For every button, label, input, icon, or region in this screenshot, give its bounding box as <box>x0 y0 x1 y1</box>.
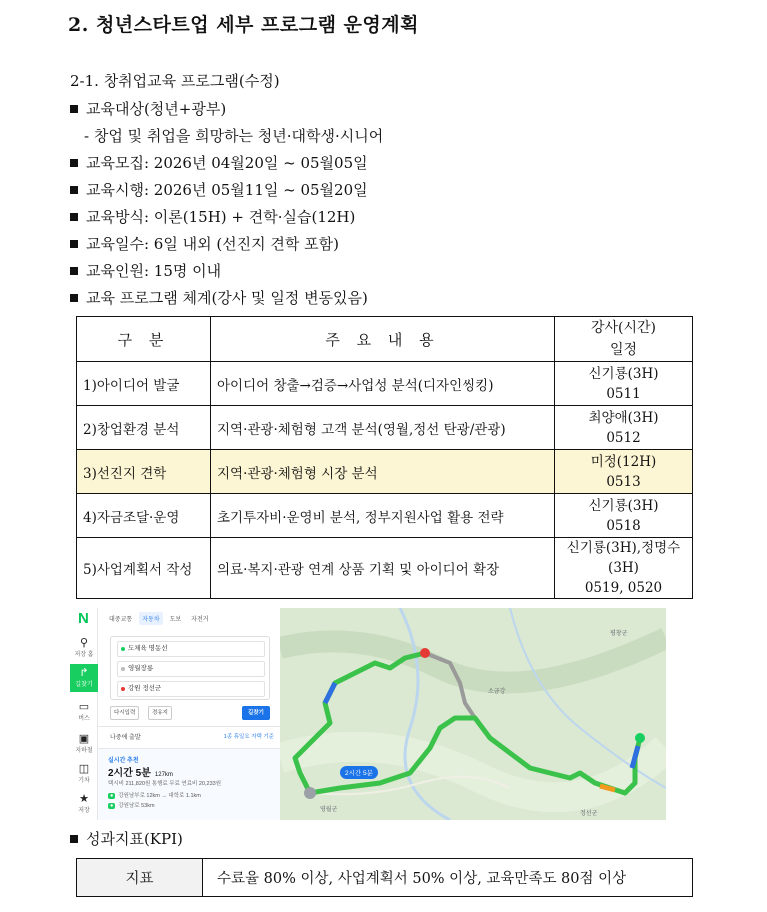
result-road-1: ● 강원남부로 12km → 대학로 1.1km <box>110 793 201 799</box>
reset-button[interactable]: 다시입력 <box>110 706 139 720</box>
info-item: 교육인원: 15명 이내 <box>70 260 221 281</box>
row-content: 초기투자비·운영비 분석, 정부지원사업 활용 전략 <box>211 494 555 538</box>
square-bullet-icon <box>70 267 78 275</box>
map-label: 소금강 <box>488 689 506 695</box>
square-bullet-icon <box>70 159 78 167</box>
page-title: 2. 청년스타트업 세부 프로그램 운영계획 <box>68 14 419 36</box>
info-item: 교육시행: 2026년 05월11일 ~ 05월20일 <box>70 179 368 200</box>
row-instructor: 최양애(3H) <box>588 409 659 426</box>
row-instructor-date <box>555 494 693 538</box>
result-duration: 2시간 5분 127km <box>108 768 173 779</box>
result-distance: 127km <box>154 772 173 778</box>
result-road-2: ● 강원남로 53km <box>110 803 155 809</box>
table-header-row <box>77 317 693 362</box>
depart-later[interactable]: 나중에 출발 <box>110 735 141 741</box>
square-bullet-icon <box>70 835 78 843</box>
side-rail <box>70 608 98 820</box>
waypoint-marker <box>420 648 430 658</box>
rail-item-subway[interactable]: ▣ 지하철 <box>70 732 98 758</box>
info-item: 교육대상(청년+광부) <box>70 98 226 119</box>
row-date: 0518 <box>606 517 641 534</box>
tab-car[interactable]: 자동차 <box>139 612 162 625</box>
row-instructor: 신기룡(3H) <box>588 497 659 514</box>
route-icon: ↱ <box>79 667 89 679</box>
origin-field[interactable]: 도체육 명동선 <box>117 641 265 657</box>
result-tag: 실시간 추천 <box>108 758 139 764</box>
rail-item-bus[interactable]: ▭ 버스 <box>70 700 98 726</box>
naver-logo: N <box>78 610 89 627</box>
row-instructor: 미정(12H) <box>590 453 657 470</box>
row-category: 5)사업계획서 작성 <box>77 538 211 599</box>
rail-item-directions[interactable]: ↱ 길찾기 <box>70 664 98 692</box>
info-item: 교육 프로그램 체계(강사 및 일정 변동있음) <box>70 287 368 308</box>
route-map[interactable] <box>280 608 666 820</box>
square-bullet-icon <box>70 105 78 113</box>
kpi-value: 수료율 80% 이상, 사업계획서 50% 이상, 교육만족도 80점 이상 <box>203 859 693 897</box>
add-waypoint-button[interactable]: 경유지 <box>148 706 172 720</box>
row-content: 지역·관광·체험형 시장 분석 <box>211 450 555 494</box>
row-category: 4)자금조달·운영 <box>77 494 211 538</box>
result-fare: 택시비 211,820원 통행료 무료 연료비 20,233원 <box>108 781 222 787</box>
route-buttons <box>110 706 270 720</box>
train-icon: ◫ <box>78 763 90 775</box>
header-instructor-date <box>555 317 693 362</box>
table-row <box>77 450 693 494</box>
row-date: 0519, 0520 <box>584 580 663 596</box>
star-icon: ★ <box>79 793 89 805</box>
row-category: 2)창업환경 분석 <box>77 406 211 450</box>
kpi-table <box>76 858 693 897</box>
row-content: 지역·관광·체험형 고객 분석(영월,정선 탄광/관광) <box>211 406 555 450</box>
row-category: 3)선진지 견학 <box>77 450 211 494</box>
row-instructor-date <box>555 362 693 406</box>
row-content: 아이디어 창출→검증→사업성 분석(디자인씽킹) <box>211 362 555 406</box>
header-category: 구 분 <box>77 317 211 362</box>
route-result[interactable] <box>98 748 280 820</box>
row-date: 0511 <box>606 385 641 402</box>
map-label: 평창군 <box>610 631 628 637</box>
table-row <box>77 538 693 599</box>
row-instructor-date <box>555 450 693 494</box>
row-instructor: 신기룡(3H) <box>588 365 659 382</box>
destination-field[interactable]: 강원 정선군 <box>117 681 265 697</box>
info-item: 교육일수: 6일 내외 (선진지 견학 포함) <box>70 233 339 254</box>
depart-option[interactable]: 1종 휴일요 자택 기준 <box>223 734 274 740</box>
map-graphic <box>280 608 666 820</box>
map-label: 정선군 <box>580 811 598 817</box>
section-subtitle: 2-1. 창취업교육 프로그램(수정) <box>70 72 280 90</box>
rail-item-saved[interactable]: ★ 저장 <box>70 792 98 818</box>
rail-item-home[interactable]: ⚲ 저장 홈 <box>70 636 98 662</box>
info-item: 교육방식: 이론(15H) + 견학·실습(12H) <box>70 206 355 227</box>
header-date: 일정 <box>609 342 638 358</box>
header-content: 주 요 내 용 <box>211 317 555 362</box>
navigation-screenshot <box>70 608 280 820</box>
row-instructor-date <box>555 406 693 450</box>
kpi-label: 지표 <box>77 859 203 897</box>
rail-item-train[interactable]: ◫ 기차 <box>70 762 98 788</box>
kpi-heading: 성과지표(KPI) <box>70 828 183 849</box>
row-date: 0513 <box>606 473 641 490</box>
square-bullet-icon <box>70 213 78 221</box>
table-row <box>77 406 693 450</box>
find-route-button[interactable]: 길찾기 <box>242 706 270 720</box>
origin-marker <box>304 787 316 799</box>
row-instructor-date <box>555 538 693 599</box>
table-row <box>77 362 693 406</box>
tab-walk[interactable]: 도보 <box>169 616 182 623</box>
table-row <box>77 494 693 538</box>
row-instructor: 신기룡(3H),정명수(3H) <box>566 540 681 576</box>
tab-transit[interactable]: 대중교통 <box>109 616 133 623</box>
row-category: 1)아이디어 발굴 <box>77 362 211 406</box>
map-duration-badge: 2시간 5분 <box>340 766 378 779</box>
tab-bike[interactable]: 자전거 <box>191 616 209 623</box>
subway-icon: ▣ <box>78 733 90 745</box>
kpi-row <box>77 859 693 897</box>
square-bullet-icon <box>70 186 78 194</box>
map-label: 영월군 <box>320 807 338 813</box>
route-input-box <box>110 636 270 700</box>
info-item: - 창업 및 취업을 희망하는 청년·대학생·시니어 <box>84 127 384 145</box>
transport-tabs <box>106 610 274 626</box>
square-bullet-icon <box>70 294 78 302</box>
pin-icon: ⚲ <box>79 637 89 649</box>
row-date: 0512 <box>606 429 641 446</box>
bus-icon: ▭ <box>78 701 90 713</box>
waypoint-field[interactable]: 영월장롱 <box>117 661 265 677</box>
program-table <box>76 316 693 599</box>
info-item: 교육모집: 2026년 04월20일 ~ 05월05일 <box>70 152 368 173</box>
header-instructor: 강사(시간) <box>590 320 657 336</box>
row-content: 의료·복지·관광 연계 상품 기획 및 아이디어 확장 <box>211 538 555 599</box>
destination-marker <box>635 733 645 743</box>
square-bullet-icon <box>70 240 78 248</box>
